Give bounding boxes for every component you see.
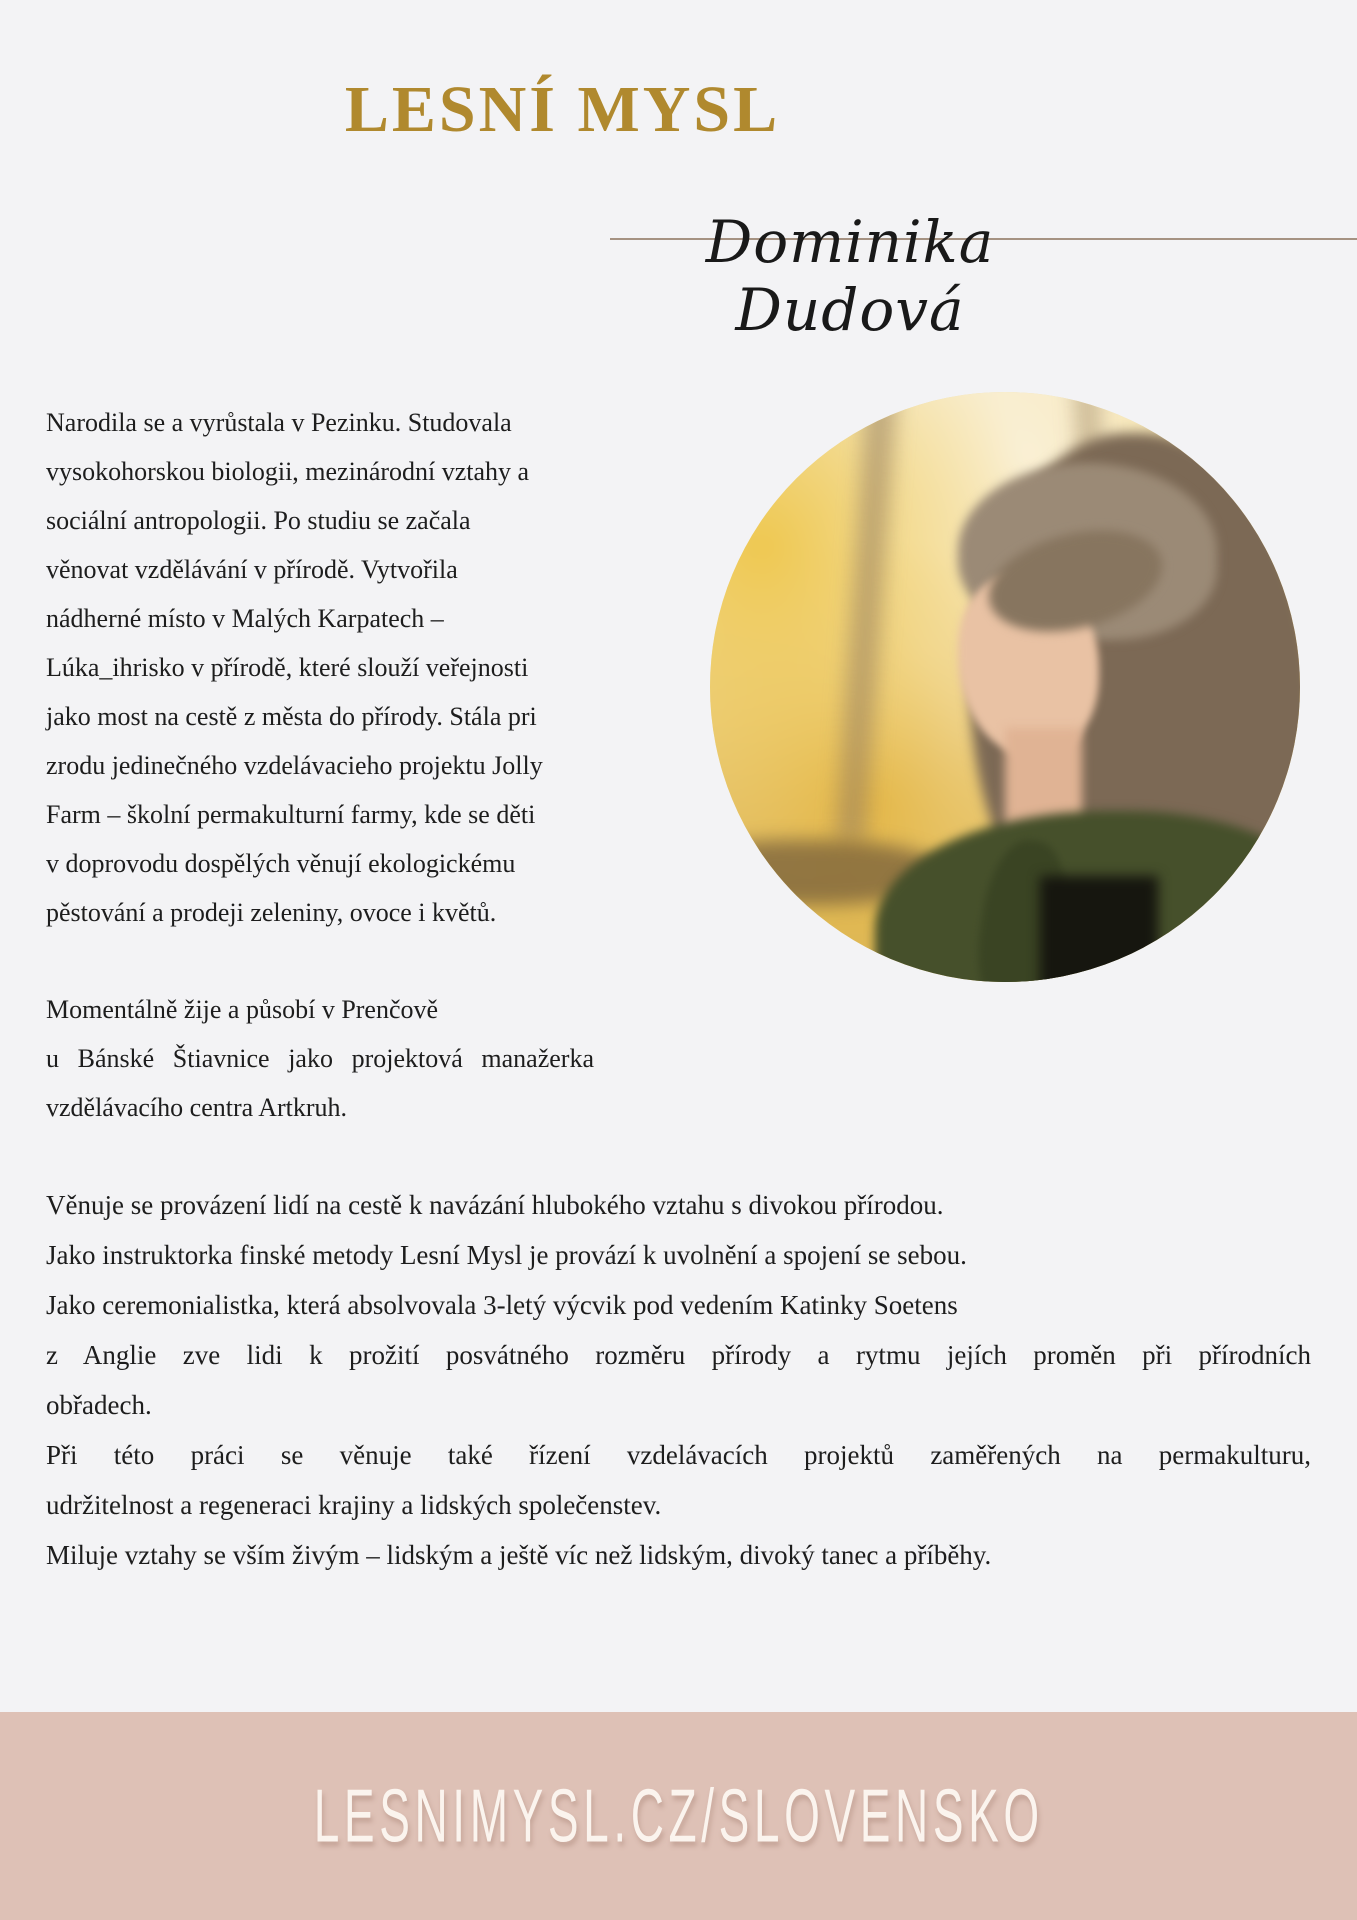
page-title: LESNÍ MYSL (344, 73, 781, 146)
about-section (46, 1180, 1311, 1580)
footer-band (0, 1712, 1357, 1920)
portrait-photo (710, 392, 1300, 982)
text-line: u Bánské Štiavnice jako projektová manažerka (46, 1044, 594, 1073)
text-line: nádherné místo v Malých Karpatech – (46, 604, 444, 633)
text-line: z Anglie zve lidi k prožití posvátného rozměru přírody a rytmu jejích proměn při přírodních (46, 1340, 1311, 1370)
text-line: Narodila se a vyrůstala v Pezinku. Studovala (46, 408, 512, 437)
website-url: LESNIMYSL.CZ/SLOVENSKO (313, 1774, 1044, 1858)
text-line: v doprovodu dospělých věnují ekologickému (46, 849, 516, 878)
text-line: Momentálně žije a působí v Prenčově (46, 995, 439, 1024)
photo-dark-top (1040, 876, 1158, 982)
text-line: udržitelnost a regeneraci krajiny a lidských společenstev. (46, 1490, 662, 1520)
text-line: zrodu jedinečného vzdelávacieho projektu Jolly (46, 751, 543, 780)
text-line: vysokohorskou biologii, mezinárodní vztahy a (46, 457, 530, 486)
text-line: pěstování a prodeji zeleniny, ovoce i květů. (46, 898, 497, 927)
bio-paragraph-2 (46, 985, 594, 1132)
text-line: sociální antropologii. Po studiu se začala (46, 506, 471, 535)
text-line: Lúka_ihrisko v přírodě, které slouží veřejnosti (46, 653, 529, 682)
bio-paragraph-1 (46, 398, 594, 937)
text-line: vzdělávacího centra Artkruh. (46, 1093, 348, 1122)
bio-column (46, 398, 594, 1132)
text-line: Miluje vztahy se vším živým – lidským a ještě víc než lidským, divoký tanec a příběhy. (46, 1540, 992, 1570)
text-line: jako most na cestě z města do přírody. Stála pri (46, 702, 537, 731)
text-line: Při této práci se věnuje také řízení vzdelávacích projektů zaměřených na permakulturu, (46, 1440, 1311, 1470)
text-line: Jako instruktorka finské metody Lesní Mysl je provází k uvolnění a spojení se sebou. (46, 1240, 967, 1270)
text-line: věnovat vzdělávání v přírodě. Vytvořila (46, 555, 458, 584)
text-line: obřadech. (46, 1390, 152, 1420)
text-line: Věnuje se provázení lidí na cestě k navázání hlubokého vztahu s divokou přírodou. (46, 1190, 944, 1220)
text-line: Jako ceremonialistka, která absolvovala 3-letý výcvik pod vedením Katinky Soetens (46, 1290, 958, 1320)
text-line: Farm – školní permakulturní farmy, kde se děti (46, 800, 536, 829)
person-name: Dominika Dudová (705, 208, 995, 344)
